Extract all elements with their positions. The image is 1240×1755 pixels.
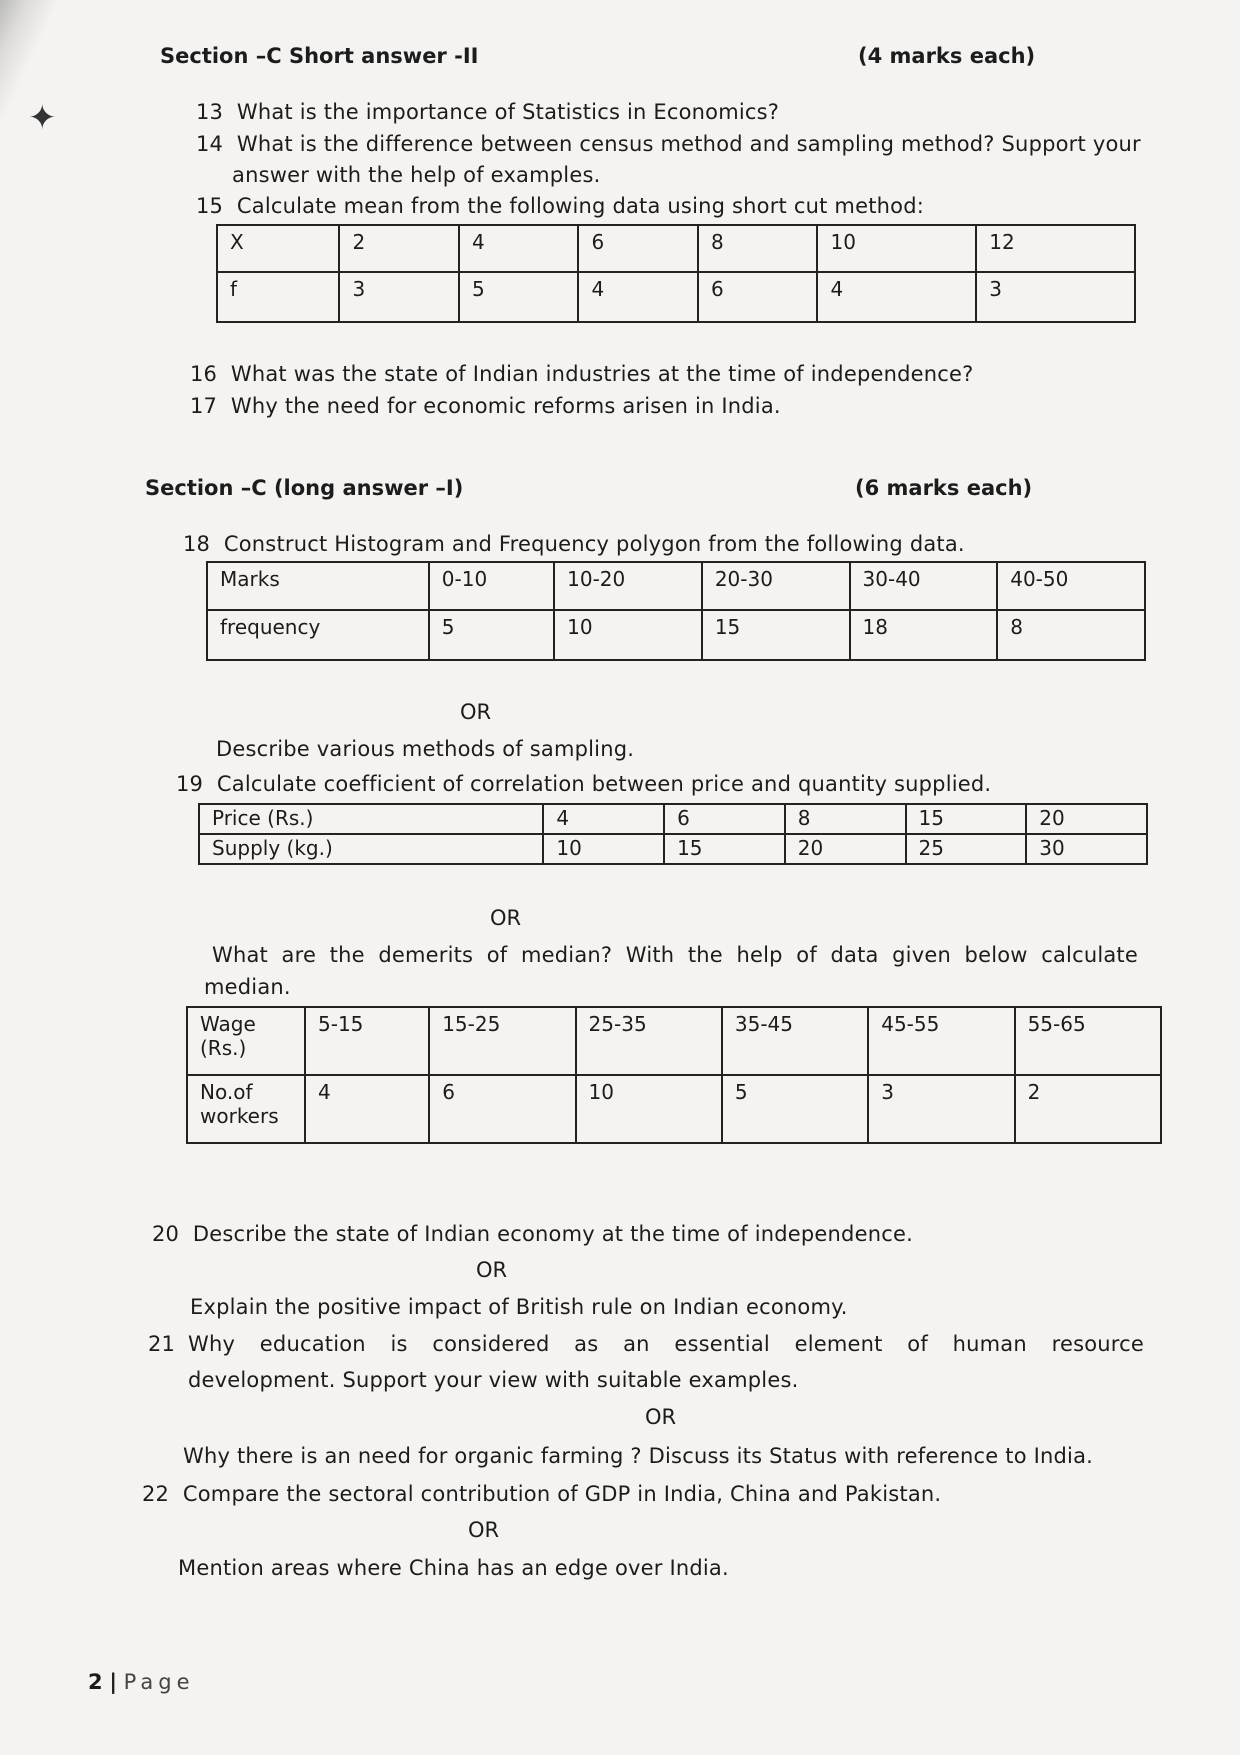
question-14-continued: answer with the help of examples. xyxy=(232,163,601,187)
table-cell: 5 xyxy=(459,272,579,322)
table-cell: 20 xyxy=(1026,804,1147,834)
or-label: OR xyxy=(645,1405,677,1429)
table-row xyxy=(187,1007,1161,1075)
section-marks: (4 marks each) xyxy=(858,44,1036,68)
alternative-question: Explain the positive impact of British rule on Indian economy. xyxy=(190,1295,848,1319)
table-cell: 40-50 xyxy=(997,562,1145,610)
table-cell: 3 xyxy=(339,272,459,322)
table-cell: 0-10 xyxy=(429,562,554,610)
section-marks: (6 marks each) xyxy=(855,476,1033,500)
table-cell: 15 xyxy=(906,804,1027,834)
table-cell: Supply (kg.) xyxy=(199,834,543,864)
question-21-continued: development. Support your view with suitable examples. xyxy=(188,1368,799,1392)
page-label: Page xyxy=(123,1670,195,1694)
section-title: Section –C (long answer –I) xyxy=(145,476,464,500)
or-label: OR xyxy=(490,906,522,930)
table-cell: f xyxy=(217,272,339,322)
question-text: Calculate coefficient of correlation between price and quantity supplied. xyxy=(216,772,992,796)
table-row xyxy=(207,610,1145,660)
table-cell: 8 xyxy=(785,804,906,834)
correlation-data-table xyxy=(198,803,1148,865)
table-cell: frequency xyxy=(207,610,429,660)
table-cell: 10-20 xyxy=(554,562,702,610)
question-14 xyxy=(196,132,1141,156)
question-text: What was the state of Indian industries at the time of independence? xyxy=(230,362,974,386)
question-number: 18 xyxy=(183,532,211,556)
table-cell: 5-15 xyxy=(305,1007,429,1075)
question-text: What is the difference between census method and sampling method? Support your xyxy=(236,132,1141,156)
table-row xyxy=(217,225,1135,272)
question-text: Calculate mean from the following data using short cut method: xyxy=(236,194,924,218)
question-text: What is the importance of Statistics in Economics? xyxy=(236,100,780,124)
table-cell: 45-55 xyxy=(868,1007,1014,1075)
table-cell: 10 xyxy=(576,1075,722,1143)
footer-separator: | xyxy=(109,1670,117,1694)
alternative-question-continued: median. xyxy=(204,975,291,999)
table-cell: X xyxy=(217,225,339,272)
alternative-question: What are the demerits of median? With the help of data given below calculate xyxy=(212,943,1138,967)
question-18 xyxy=(183,532,965,556)
table-cell: 8 xyxy=(997,610,1145,660)
table-cell: 4 xyxy=(543,804,664,834)
table-cell: 10 xyxy=(554,610,702,660)
table-cell: 5 xyxy=(429,610,554,660)
table-row xyxy=(199,804,1147,834)
table-cell: 4 xyxy=(817,272,976,322)
table-cell: 18 xyxy=(850,610,998,660)
question-text: Compare the sectoral contribution of GDP in India, China and Pakistan. xyxy=(182,1482,942,1506)
table-cell: 4 xyxy=(305,1075,429,1143)
table-cell: 15-25 xyxy=(429,1007,575,1075)
question-number: 15 xyxy=(196,194,224,218)
table-cell: 6 xyxy=(429,1075,575,1143)
table-cell: 3 xyxy=(868,1075,1014,1143)
alternative-question: Describe various methods of sampling. xyxy=(216,737,635,761)
page-number: 2 xyxy=(88,1670,103,1694)
or-label: OR xyxy=(476,1258,508,1282)
table-cell: 4 xyxy=(578,272,698,322)
table-cell: 25-35 xyxy=(576,1007,722,1075)
question-15 xyxy=(196,194,924,218)
table-cell: 4 xyxy=(459,225,579,272)
page-edge-shadow xyxy=(0,0,150,260)
question-text: Why the need for economic reforms arisen in India. xyxy=(230,394,781,418)
page-footer xyxy=(88,1670,195,1694)
question-text: Describe the state of Indian economy at the time of independence. xyxy=(192,1222,913,1246)
table-cell: 10 xyxy=(817,225,976,272)
table-cell: 20-30 xyxy=(702,562,850,610)
mean-data-table xyxy=(216,224,1136,323)
table-cell: 55-65 xyxy=(1015,1007,1161,1075)
table-cell: 10 xyxy=(543,834,664,864)
question-21 xyxy=(148,1332,1144,1356)
question-number: 13 xyxy=(196,100,224,124)
question-19 xyxy=(176,772,991,796)
table-cell: Price (Rs.) xyxy=(199,804,543,834)
question-number: 20 xyxy=(152,1222,180,1246)
histogram-data-table xyxy=(206,561,1146,661)
table-cell: 20 xyxy=(785,834,906,864)
table-cell: 15 xyxy=(664,834,785,864)
question-20 xyxy=(152,1222,913,1246)
question-22 xyxy=(142,1482,941,1506)
table-cell: 12 xyxy=(976,225,1135,272)
section-title: Section –C Short answer -II xyxy=(160,44,479,68)
alternative-question: Why there is an need for organic farming ? Discuss its Status with reference to India. xyxy=(183,1444,1094,1468)
question-number: 16 xyxy=(190,362,218,386)
table-cell: Wage (Rs.) xyxy=(187,1007,305,1075)
table-cell: 25 xyxy=(906,834,1027,864)
question-number: 22 xyxy=(142,1482,170,1506)
table-cell: 30-40 xyxy=(850,562,998,610)
question-text: Construct Histogram and Frequency polygon from the following data. xyxy=(223,532,965,556)
or-label: OR xyxy=(468,1518,500,1542)
table-row xyxy=(217,272,1135,322)
question-number: 14 xyxy=(196,132,224,156)
table-cell: 35-45 xyxy=(722,1007,868,1075)
table-cell: 3 xyxy=(976,272,1135,322)
table-cell: 8 xyxy=(698,225,818,272)
question-number: 17 xyxy=(190,394,218,418)
question-number: 19 xyxy=(176,772,204,796)
question-17 xyxy=(190,394,781,418)
median-data-table xyxy=(186,1006,1162,1144)
table-cell: 6 xyxy=(578,225,698,272)
table-cell: 6 xyxy=(698,272,818,322)
question-16 xyxy=(190,362,974,386)
question-13 xyxy=(196,100,779,124)
table-cell: 2 xyxy=(1015,1075,1161,1143)
question-text: Why education is considered as an essential element of human resource xyxy=(188,1332,1144,1356)
table-row xyxy=(199,834,1147,864)
or-label: OR xyxy=(460,700,492,724)
table-cell: 2 xyxy=(339,225,459,272)
table-row xyxy=(187,1075,1161,1143)
table-cell: 30 xyxy=(1026,834,1147,864)
table-cell: 5 xyxy=(722,1075,868,1143)
question-number: 21 xyxy=(148,1332,176,1356)
table-cell: Marks xyxy=(207,562,429,610)
table-cell: 6 xyxy=(664,804,785,834)
table-cell: No.of workers xyxy=(187,1075,305,1143)
pen-mark: ✦ xyxy=(28,98,57,138)
table-row xyxy=(207,562,1145,610)
alternative-question: Mention areas where China has an edge over India. xyxy=(178,1556,729,1580)
table-cell: 15 xyxy=(702,610,850,660)
